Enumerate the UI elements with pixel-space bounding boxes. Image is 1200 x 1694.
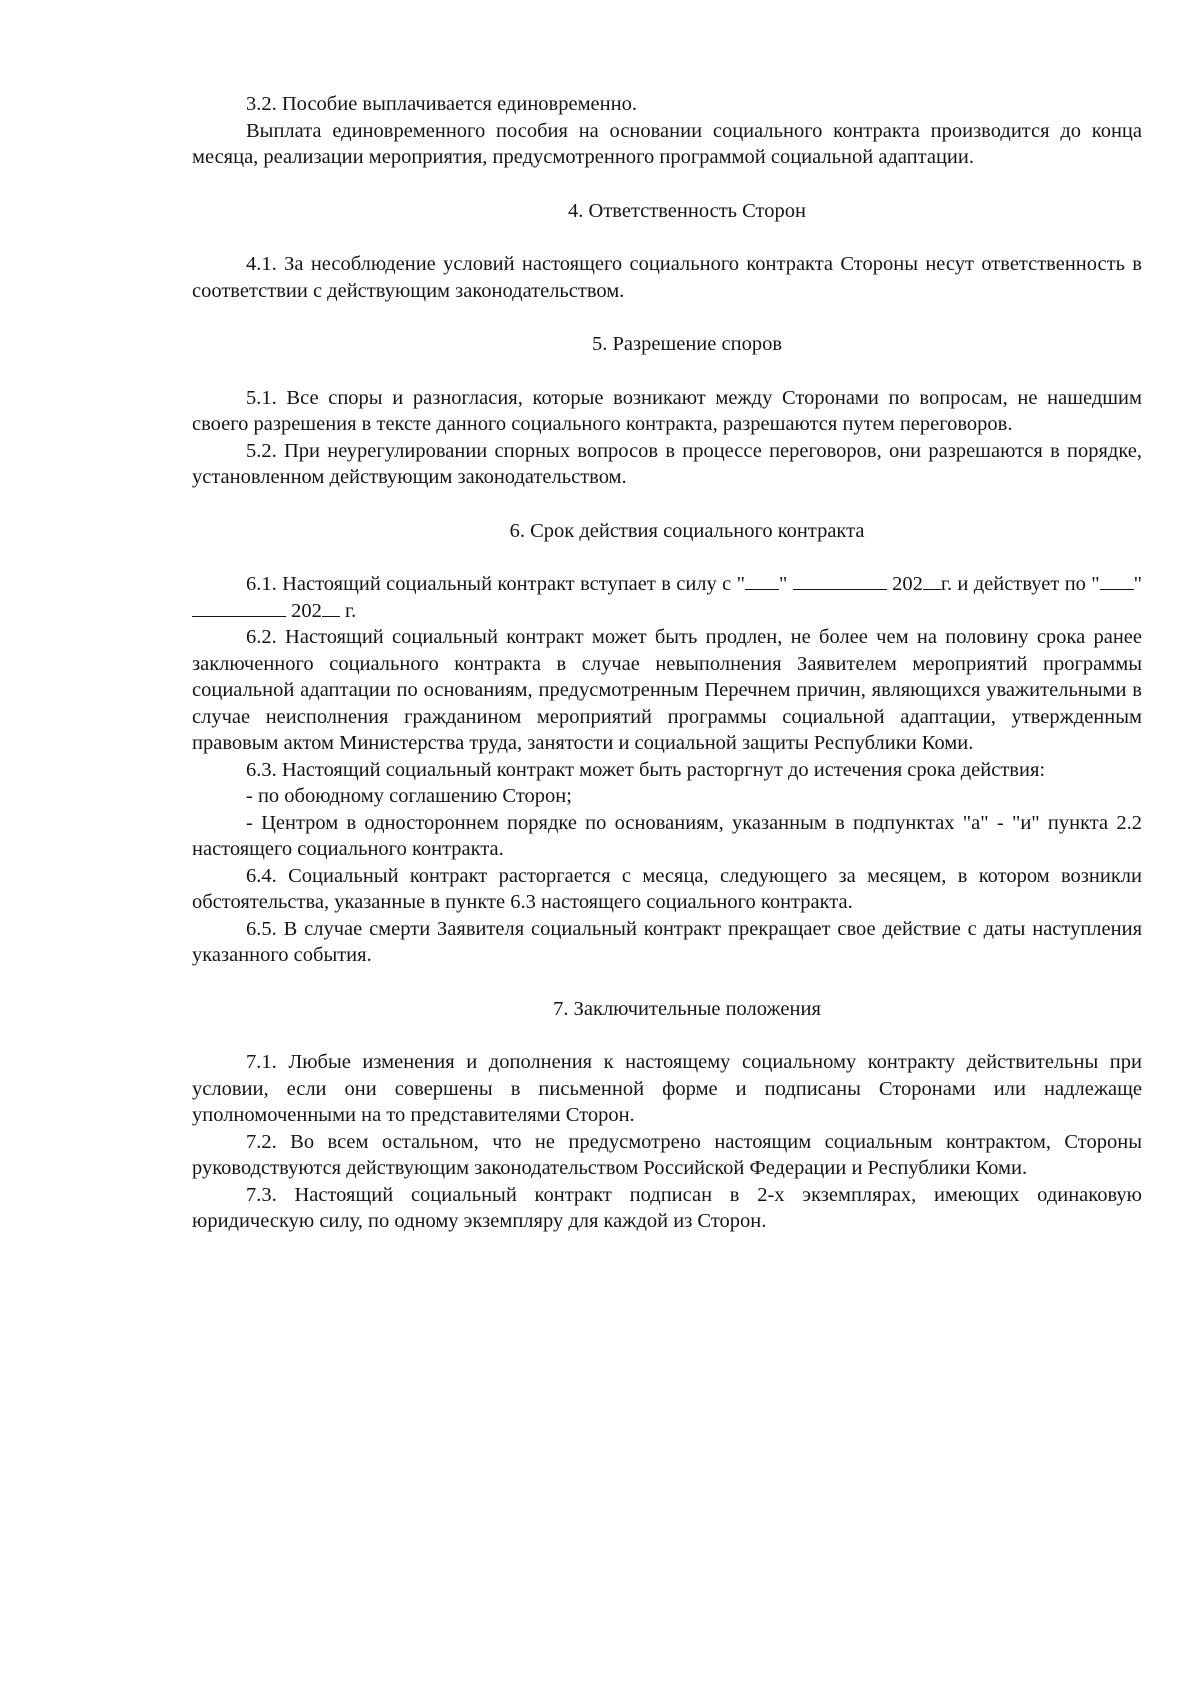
blank-day-end [1100, 571, 1134, 590]
paragraph-7-2: 7.2. Во всем остальном, что не предусмотрено настоящим социальным контрактом, Стороны руководствуются действующим законодательством Российской Федерации и Республики Коми. [192, 1130, 1142, 1179]
paragraph-3-2-payment: Выплата единовременного пособия на основании социального контракта производится до конца месяца, реализации мероприятия, предусмотренного программой социальной адаптации. [192, 119, 1142, 168]
blank-month-start [793, 571, 887, 590]
paragraph-4-1: 4.1. За несоблюдение условий настоящего социального контракта Стороны несут ответственность в соответствии с действующим законодательством. [192, 253, 1142, 302]
paragraph-6-4: 6.4. Социальный контракт расторгается с месяца, следующего за месяцем, в котором возникли обстоятельства, указанные в пункте 6.3 настоящего социального контракта. [192, 864, 1142, 913]
section-heading-6: 6. Срок действия социального контракта [509, 519, 865, 542]
blank-year-end [322, 598, 340, 617]
paragraph-6-3-item-a: - по обоюдному соглашению Сторон; [246, 785, 572, 807]
p61-text-7: г. [339, 599, 357, 622]
p61-text-4: г. и действует по " [940, 573, 1100, 595]
paragraph-6-3: 6.3. Настоящий социальный контракт может быть расторгнут до истечения срока действия: [246, 758, 1046, 781]
paragraph-5-1: 5.1. Все споры и разногласия, которые возникают между Сторонами по вопросам, не нашедшим своего разрешения в тексте данного социального контракта, разрешаются путем переговоров. [192, 386, 1142, 435]
paragraph-6-1 [192, 571, 1142, 624]
paragraph-5-2: 5.2. При неурегулировании спорных вопросов в процессе переговоров, они разрешаются в порядке, установленном действующим законодательством. [192, 439, 1142, 488]
p61-text-6: 202 [286, 599, 322, 622]
p61-text-3: 202 [886, 573, 923, 595]
paragraph-6-3-item-b: - Центром в одностороннем порядке по основаниям, указанным в подпунктах "а" - "и" пункта 2.2 настоящего социального контракта. [192, 811, 1142, 860]
blank-month-end [192, 598, 286, 617]
blank-day-start [745, 571, 779, 590]
document-body [192, 91, 1142, 1235]
p61-text-1: 6.1. Настоящий социальный контракт вступает в силу с " [246, 573, 745, 595]
paragraph-6-5: 6.5. В случае смерти Заявителя социальный контракт прекращает свое действие с даты наступления указанного события. [192, 917, 1142, 966]
section-heading-4: 4. Ответственность Сторон [568, 199, 806, 222]
p61-text-5: " [1133, 573, 1143, 595]
paragraph-7-1: 7.1. Любые изменения и дополнения к настоящему социальному контракту действительны при условии, если они совершены в письменной форме и подписаны Сторонами или надлежаще уполномоченными на то представителями Сторон. [192, 1051, 1142, 1126]
paragraph-6-2: 6.2. Настоящий социальный контракт может быть продлен, не более чем на половину срока ранее заключенного социального контракта в случае невыполнения Заявителем мероприятий программы социальной адаптации по основаниям, предусмотренным Перечнем причин, являющихся уважительными в случае неисполнения гражданином мероприятий программы социальной адаптации, утвержденным правовым актом Министерства труда, занятости и социальной защиты Республики Коми. [192, 626, 1142, 754]
blank-year-start [923, 571, 941, 590]
p61-text-2: " [778, 573, 793, 595]
paragraph-3-2: 3.2. Пособие выплачивается единовременно. [246, 93, 637, 115]
section-heading-5: 5. Разрешение споров [592, 333, 782, 355]
section-heading-7: 7. Заключительные положения [553, 997, 821, 1020]
paragraph-7-3: 7.3. Настоящий социальный контракт подписан в 2-х экземплярах, имеющих одинаковую юридическую силу, по одному экземпляру для каждой из Сторон. [192, 1183, 1142, 1232]
